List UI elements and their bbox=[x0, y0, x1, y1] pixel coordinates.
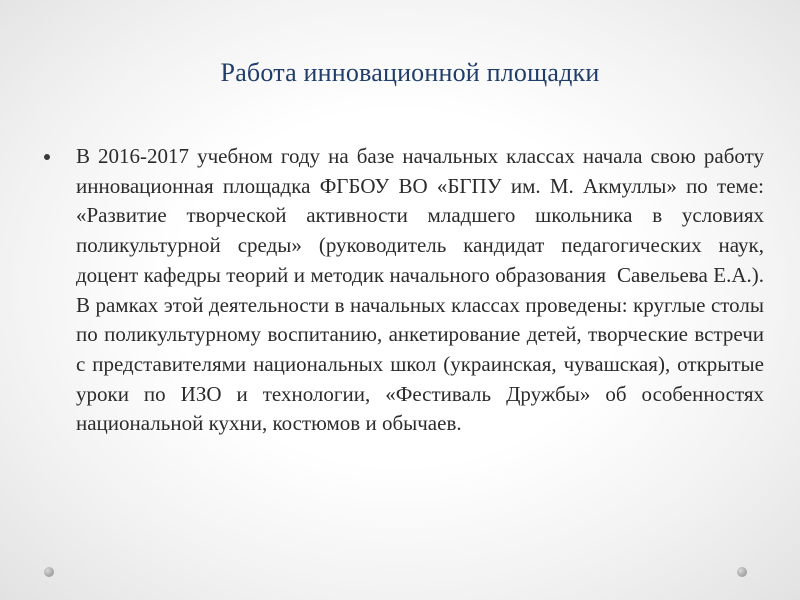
corner-decoration-right-icon bbox=[737, 567, 747, 577]
corner-decoration-left-icon bbox=[44, 567, 54, 577]
bullet-dot-icon bbox=[44, 154, 50, 160]
bullet-text: В 2016-2017 учебном году на базе начальных классах начала свою работу инновационная площадка ФГБОУ ВО «БГПУ им. М. Акмуллы» по теме: «Развитие творческой активности младшего школьника в условиях поликультурной среды» (руководитель кандидат педагогических наук, доцент кафедры теорий и методик начального образования Савельева Е.А.). В рамках этой деятельности в начальных классах проведены: круглые столы по поликультурному воспитанию, анкетирование детей, творческие встречи с представителями национальных школ (украинская, чувашская), открытые уроки по ИЗО и технологии, «Фестиваль Дружбы» об особенностях национальной кухни, костюмов и обычаев. bbox=[76, 144, 770, 436]
slide-title: Работа инновационной площадки bbox=[220, 58, 600, 87]
